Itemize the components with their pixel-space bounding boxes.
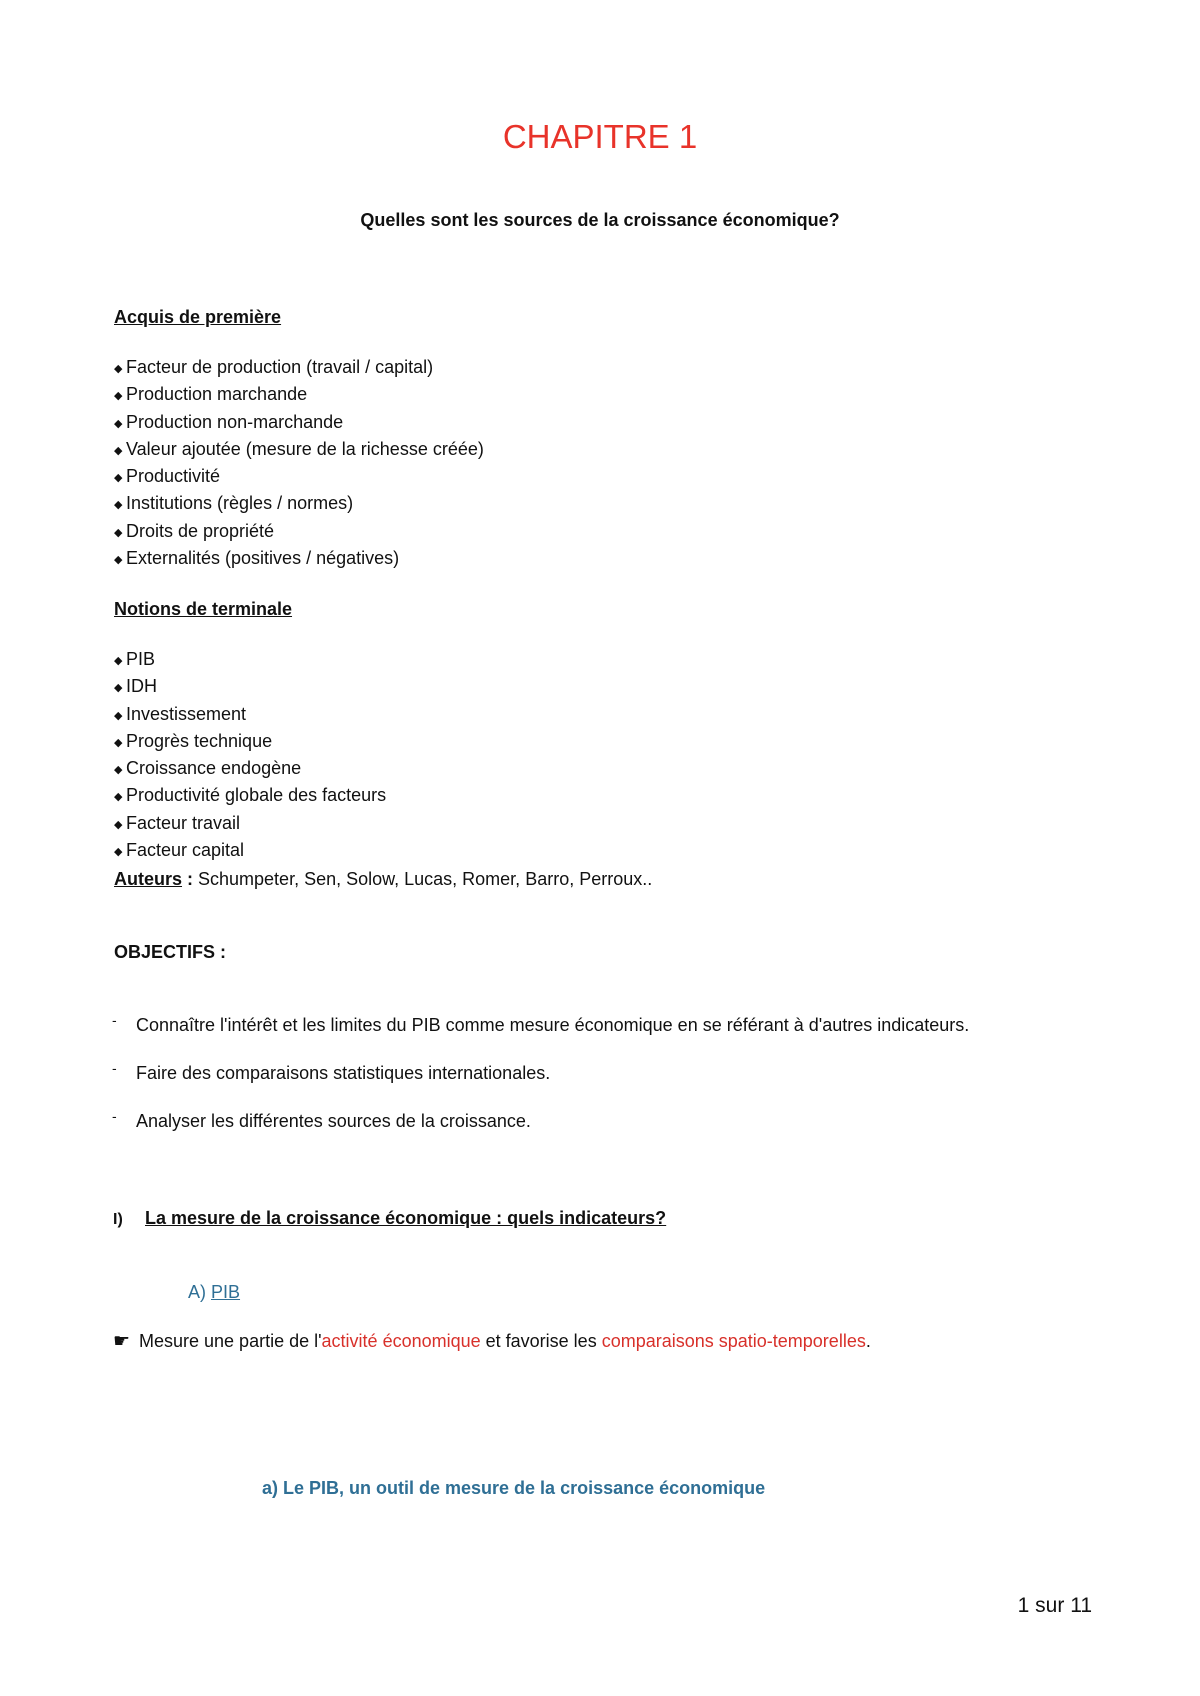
diamond-bullet-icon: ◆ bbox=[114, 818, 123, 831]
list-item: ◆ Facteur capital bbox=[114, 838, 386, 865]
highlight-text: comparaisons spatio-temporelles bbox=[601, 1331, 866, 1351]
diamond-bullet-icon: ◆ bbox=[114, 417, 123, 430]
list-item: ◆ Facteur de production (travail / capital) bbox=[114, 355, 484, 382]
auteurs-label: Auteurs bbox=[114, 869, 183, 889]
list-item: ◆ Progrès technique bbox=[114, 729, 386, 756]
diamond-bullet-icon: ◆ bbox=[114, 526, 123, 539]
acquis-list bbox=[114, 355, 484, 573]
list-item: ◆ Croissance endogène bbox=[114, 756, 386, 783]
objectif-item: - Connaître l'intérêt et les limites du PIB comme mesure économique en se référant à d'autres indicateurs. bbox=[112, 1012, 970, 1035]
pointing-hand-icon: ☛ bbox=[113, 1331, 131, 1352]
section-heading bbox=[113, 1208, 666, 1229]
subsection-prefix: A) bbox=[188, 1282, 212, 1302]
list-item: ◆ Valeur ajoutée (mesure de la richesse créée) bbox=[114, 437, 484, 464]
list-item: ◆ Externalités (positives / négatives) bbox=[114, 546, 484, 573]
list-item: ◆ IDH bbox=[114, 674, 386, 701]
diamond-bullet-icon: ◆ bbox=[114, 390, 123, 403]
chapter-title: CHAPITRE 1 bbox=[502, 118, 698, 155]
dash-bullet-icon: - bbox=[112, 1060, 117, 1076]
list-item: ◆ Production non-marchande bbox=[114, 410, 484, 437]
objectif-item: - Faire des comparaisons statistiques internationales. bbox=[112, 1060, 551, 1083]
list-item: ◆ Facteur travail bbox=[114, 811, 386, 838]
list-item: ◆ Institutions (règles / normes) bbox=[114, 491, 484, 518]
diamond-bullet-icon: ◆ bbox=[114, 655, 123, 667]
list-item: ◆ PIB bbox=[114, 647, 386, 674]
subsection-label: PIB bbox=[211, 1282, 241, 1302]
auteurs-line bbox=[114, 869, 652, 890]
definition-line: ☛ Mesure une partie de l'activité économique et favorise les comparaisons spatio-temporelles. bbox=[113, 1331, 871, 1352]
diamond-bullet-icon: ◆ bbox=[114, 791, 123, 804]
diamond-bullet-icon: ◆ bbox=[114, 444, 123, 457]
page-number: 1 sur 11 bbox=[1017, 1594, 1092, 1617]
notions-list bbox=[114, 647, 386, 865]
diamond-bullet-icon: ◆ bbox=[114, 554, 123, 567]
diamond-bullet-icon: ◆ bbox=[114, 736, 123, 749]
diamond-bullet-icon: ◆ bbox=[114, 472, 123, 485]
section-number: I) bbox=[113, 1211, 123, 1228]
sub-subsection-title: a) Le PIB, un outil de mesure de la croissance économique bbox=[262, 1478, 766, 1498]
diamond-bullet-icon: ◆ bbox=[114, 764, 123, 777]
list-item: ◆ Productivité bbox=[114, 464, 484, 491]
acquis-heading: Acquis de première bbox=[114, 307, 282, 327]
list-item: ◆ Productivité globale des facteurs bbox=[114, 783, 386, 810]
dash-bullet-icon: - bbox=[112, 1012, 117, 1028]
auteurs-text: Schumpeter, Sen, Solow, Lucas, Romer, Barro, Perroux.. bbox=[198, 869, 653, 889]
diamond-bullet-icon: ◆ bbox=[114, 682, 123, 695]
notions-heading: Notions de terminale bbox=[114, 599, 293, 619]
section-title: La mesure de la croissance économique : quels indicateurs? bbox=[145, 1208, 667, 1228]
list-item: ◆ Investissement bbox=[114, 702, 386, 729]
highlight-text: activité économique bbox=[321, 1331, 481, 1351]
diamond-bullet-icon: ◆ bbox=[114, 709, 123, 722]
diamond-bullet-icon: ◆ bbox=[114, 499, 123, 512]
diamond-bullet-icon: ◆ bbox=[114, 363, 123, 375]
list-item: ◆ Production marchande bbox=[114, 382, 484, 409]
objectif-item: - Analyser les différentes sources de la croissance. bbox=[112, 1108, 531, 1131]
auteurs-separator: : bbox=[182, 869, 199, 889]
objectifs-heading: OBJECTIFS : bbox=[114, 942, 227, 962]
list-item: ◆ Droits de propriété bbox=[114, 519, 484, 546]
subsection-heading bbox=[188, 1282, 240, 1303]
chapter-question: Quelles sont les sources de la croissance économique? bbox=[360, 210, 840, 230]
dash-bullet-icon: - bbox=[112, 1108, 117, 1124]
diamond-bullet-icon: ◆ bbox=[114, 846, 123, 859]
